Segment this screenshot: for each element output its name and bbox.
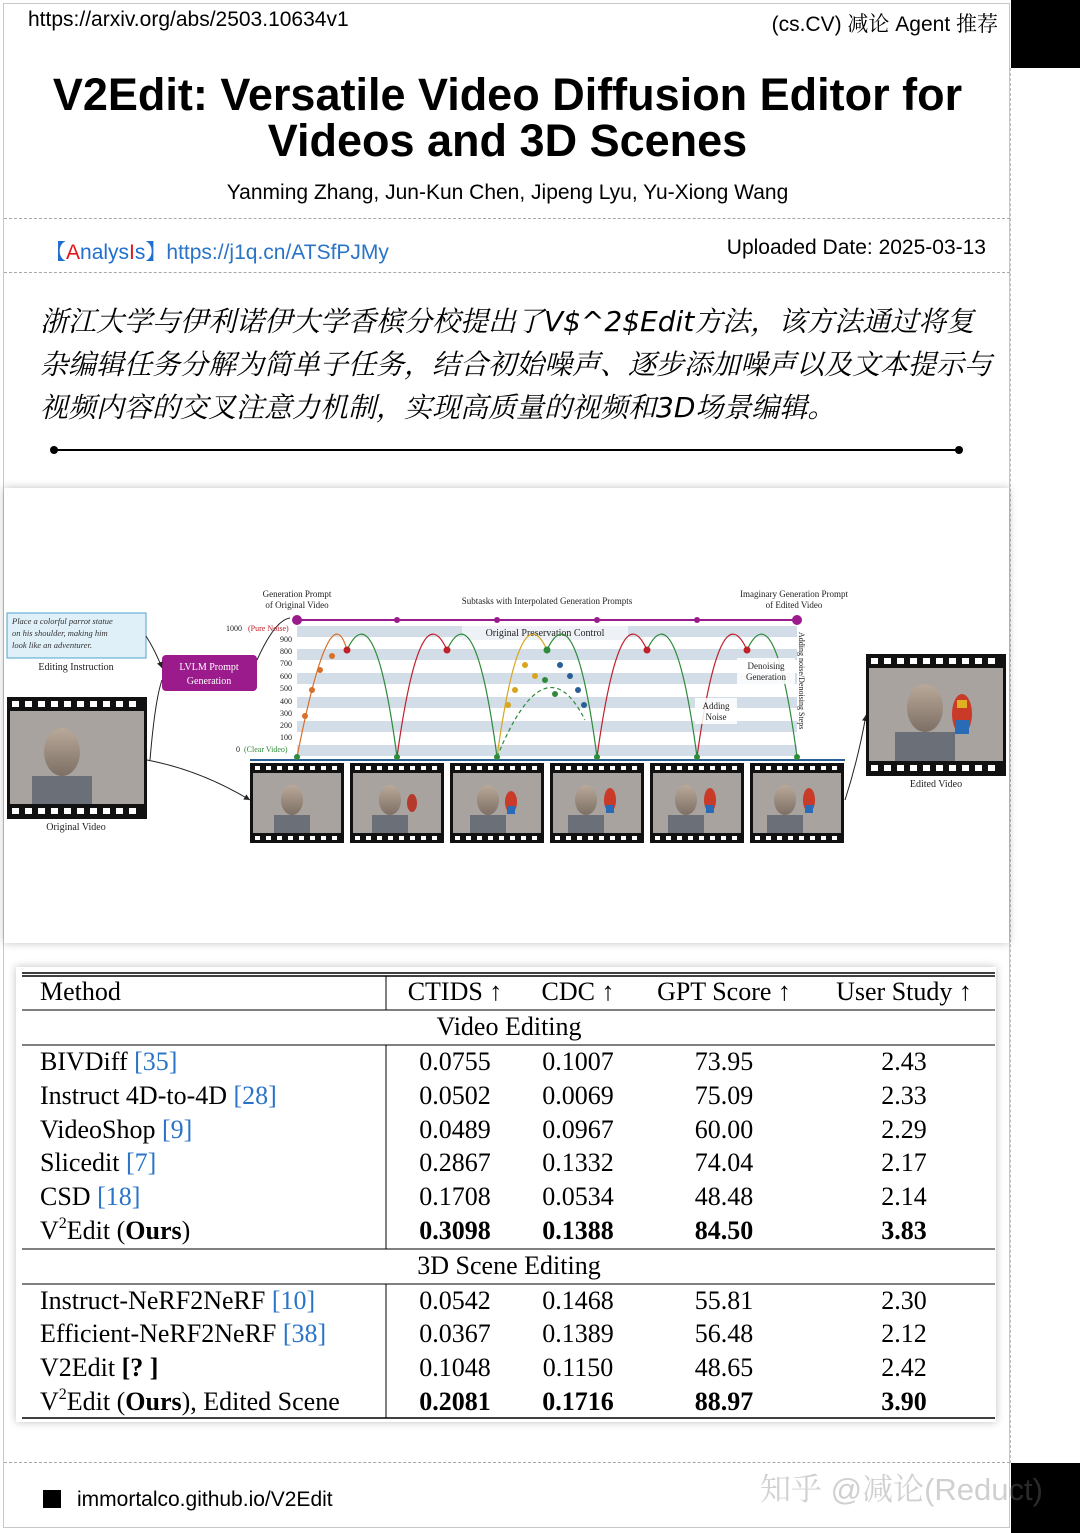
subtasks-label: Subtasks with Interpolated Generation Prompts xyxy=(461,596,633,606)
side-axis-label: Adding noise/Denoising Steps xyxy=(797,632,806,730)
edited-video-film xyxy=(866,654,1006,776)
header-gpt-score: GPT Score ↑ xyxy=(657,977,791,1006)
analysis-link-row[interactable] xyxy=(45,236,389,266)
lvlm-line-2: Generation xyxy=(186,676,232,687)
gpt-score-value: 88.97 xyxy=(694,1387,754,1416)
lvlm-line-1: LVLM Prompt xyxy=(179,662,239,673)
divider-bottom xyxy=(4,1462,1010,1463)
cdc-value: 0.1389 xyxy=(542,1319,614,1348)
cdc-value: 0.0967 xyxy=(542,1115,614,1144)
arxiv-url[interactable]: https://arxiv.org/abs/2503.10634v1 xyxy=(28,8,349,31)
y-tick-400: 400 xyxy=(280,697,292,706)
gpt-score-value: 56.48 xyxy=(694,1319,754,1348)
chinese-summary: 浙江大学与伊利诺伊大学香槟分校提出了V$^2$Edit方法，该方法通过将复杂编辑任务分解为简单子任务，结合初始噪声、逐步添加噪声以及文本提示与视频内容的交叉注意力机制，实现高质量的视频和3D场景编辑。 xyxy=(40,305,993,424)
ctids-value: 0.0755 xyxy=(419,1047,491,1076)
ctids-value: 0.3098 xyxy=(419,1216,491,1245)
instruction-line-3: look like an adventurer. xyxy=(12,640,92,650)
cdc-value: 0.1716 xyxy=(542,1387,614,1416)
ours-close: ), Edited Scene xyxy=(181,1387,340,1416)
y-bottom-number: 0 xyxy=(236,745,240,754)
user-study-value: 2.29 xyxy=(881,1115,927,1144)
ctids-value: 0.0367 xyxy=(419,1319,491,1348)
citation-link: [7] xyxy=(125,1148,157,1177)
analysis-letter-i: I xyxy=(129,241,135,264)
scene-rows xyxy=(40,1286,927,1416)
analysis-letters: nalys xyxy=(80,241,130,264)
table-row xyxy=(40,1081,927,1110)
gen-prompt-orig-line-1: Generation Prompt xyxy=(262,589,332,599)
ours-v: V xyxy=(40,1216,59,1245)
svg-text:V2Edit (Ours) xyxy=(40,1215,190,1245)
frame-6 xyxy=(750,763,844,843)
preservation-label: Original Preservation Control xyxy=(485,628,605,639)
section-3d-scene-editing: 3D Scene Editing xyxy=(417,1251,601,1280)
method-name: Efficient-NeRF2NeRF xyxy=(40,1319,283,1348)
svg-text:Efficient-NeRF2NeRF [38] xyxy=(40,1319,326,1348)
user-study-value: 2.43 xyxy=(881,1047,927,1076)
user-study-value: 2.14 xyxy=(881,1182,927,1211)
paper-title xyxy=(10,69,1005,166)
analysis-letter-a: A xyxy=(66,241,81,264)
original-video-film xyxy=(7,697,147,819)
ours-sup: 2 xyxy=(58,1215,67,1232)
citation-link: [28] xyxy=(233,1081,277,1110)
y-tick-300: 300 xyxy=(280,709,292,718)
frame-4 xyxy=(550,763,644,843)
user-study-value: 2.12 xyxy=(881,1319,927,1348)
y-top-label: (Pure Noise) xyxy=(248,624,289,633)
y-bottom-label: (Clear Video) xyxy=(244,745,288,754)
ours-sup: 2 xyxy=(58,1386,67,1403)
svg-text:CSD [18] xyxy=(40,1182,140,1211)
ctids-value: 0.0542 xyxy=(419,1286,491,1315)
gpt-score-value: 74.04 xyxy=(694,1148,754,1177)
editing-instruction-box xyxy=(7,613,146,658)
citation-link: [? ] xyxy=(121,1353,159,1382)
ctids-value: 0.0502 xyxy=(419,1081,491,1110)
gpt-score-value: 75.09 xyxy=(694,1081,754,1110)
lvlm-prompt-generation-box xyxy=(162,655,257,691)
user-study-value: 3.90 xyxy=(881,1387,927,1416)
svg-text:BIVDiff [35] xyxy=(40,1047,177,1076)
user-study-value: 2.33 xyxy=(881,1081,927,1110)
gpt-score-value: 84.50 xyxy=(694,1216,754,1245)
y-top-number: 1000 xyxy=(226,624,242,633)
method-name: BIVDiff xyxy=(40,1047,135,1076)
ours-edit: Edit ( xyxy=(66,1387,126,1416)
adding-line-2: Noise xyxy=(705,712,727,722)
divider-dot-left xyxy=(50,446,58,454)
cdc-value: 0.1332 xyxy=(542,1148,614,1177)
cdc-value: 0.1388 xyxy=(542,1216,614,1245)
citation-link: [9] xyxy=(161,1115,193,1144)
denoising-line-1: Denoising xyxy=(747,661,785,671)
gen-prompt-orig-line-2: of Original Video xyxy=(265,600,329,610)
frame-5 xyxy=(650,763,744,843)
header-ctids: CTIDS ↑ xyxy=(407,977,503,1006)
divider-top xyxy=(4,218,1010,219)
user-study-value: 3.83 xyxy=(881,1216,927,1245)
citation-link: [10] xyxy=(271,1286,316,1315)
ours-bold: Ours xyxy=(125,1387,182,1416)
analysis-bracket-open: 【 xyxy=(45,241,66,264)
table-row-ours-video xyxy=(40,1215,927,1245)
table-row xyxy=(40,1319,927,1348)
ctids-value: 0.2867 xyxy=(419,1148,491,1177)
table-row xyxy=(40,1148,927,1177)
paper-authors: Yanming Zhang, Jun-Kun Chen, Jipeng Lyu, Yu-Xiong Wang xyxy=(226,181,789,204)
table-row xyxy=(40,1047,927,1076)
cdc-value: 0.0534 xyxy=(542,1182,614,1211)
divider-dot-right xyxy=(955,446,963,454)
y-tick-200: 200 xyxy=(280,721,292,730)
y-tick-700: 700 xyxy=(280,659,292,668)
method-name: Slicedit xyxy=(40,1148,126,1177)
user-study-value: 2.17 xyxy=(881,1148,927,1177)
method-name: VideoShop xyxy=(40,1115,162,1144)
svg-text:VideoShop [9] xyxy=(40,1115,192,1144)
divider-middle xyxy=(4,272,1010,273)
svg-text:V2Edit [? ] xyxy=(40,1353,158,1382)
corner-block-top xyxy=(1011,0,1080,68)
user-study-value: 2.30 xyxy=(881,1286,927,1315)
adding-line-1: Adding xyxy=(702,701,730,711)
ctids-value: 0.2081 xyxy=(419,1387,491,1416)
ctids-value: 0.1048 xyxy=(419,1353,491,1382)
cdc-value: 0.1150 xyxy=(542,1353,614,1382)
ours-bold: Ours xyxy=(125,1216,182,1245)
citation-link: [38] xyxy=(282,1319,327,1348)
ours-edit: Edit ( xyxy=(66,1216,126,1245)
frame-2 xyxy=(350,763,444,843)
cdc-value: 0.0069 xyxy=(542,1081,614,1110)
y-tick-500: 500 xyxy=(280,684,292,693)
header-method: Method xyxy=(40,977,121,1006)
method-figure xyxy=(4,488,1009,943)
frame-3 xyxy=(450,763,544,843)
cdc-value: 0.1468 xyxy=(542,1286,614,1315)
video-rows xyxy=(40,1047,927,1245)
ctids-value: 0.1708 xyxy=(419,1182,491,1211)
svg-text:Slicedit [7] xyxy=(40,1148,156,1177)
category-tag: (cs.CV) 减论 Agent 推荐 xyxy=(771,13,998,36)
user-study-value: 2.42 xyxy=(881,1353,927,1382)
gpt-score-value: 48.48 xyxy=(694,1182,754,1211)
citation-link: [18] xyxy=(97,1182,141,1211)
table-row-ours-scene xyxy=(40,1386,927,1416)
paper-title-line-2: Videos and 3D Scenes xyxy=(267,115,748,166)
method-name: Instruct-NeRF2NeRF xyxy=(40,1286,272,1315)
gpt-score-value: 73.95 xyxy=(694,1047,754,1076)
ours-v: V xyxy=(40,1387,59,1416)
arrow-frames-to-edited xyxy=(845,715,866,800)
y-tick-600: 600 xyxy=(280,672,292,681)
header-cdc: CDC ↑ xyxy=(541,977,615,1006)
svg-text:Instruct-NeRF2NeRF [10] xyxy=(40,1286,315,1315)
project-url[interactable]: immortalco.github.io/V2Edit xyxy=(77,1488,333,1511)
table-row xyxy=(40,1182,927,1211)
edited-video-label: Edited Video xyxy=(909,779,963,790)
table-row xyxy=(40,1286,927,1315)
header-user-study: User Study ↑ xyxy=(836,977,972,1006)
summary-divider xyxy=(54,449,958,451)
y-tick-900: 900 xyxy=(280,635,292,644)
svg-text:V2Edit (Ours), Edited Scene xyxy=(40,1386,340,1416)
table-row xyxy=(40,1115,927,1144)
imag-prompt-line-2: of Edited Video xyxy=(765,600,823,610)
method-name: CSD xyxy=(40,1182,98,1211)
svg-text:Instruct 4D-to-4D [28] xyxy=(40,1081,277,1110)
instruction-line-2: on his shoulder, making him xyxy=(12,628,108,638)
ours-close: ) xyxy=(181,1216,191,1245)
arrow-original-to-frames xyxy=(147,760,250,800)
gpt-score-value: 48.65 xyxy=(694,1353,754,1382)
watermark: 知乎 @减论(Reduct) xyxy=(760,1472,1043,1507)
frame-1 xyxy=(250,763,344,843)
original-video-label: Original Video xyxy=(46,822,106,833)
method-name: Instruct 4D-to-4D xyxy=(40,1081,234,1110)
method-name: V2Edit xyxy=(40,1353,122,1382)
gpt-score-value: 55.81 xyxy=(694,1286,754,1315)
y-tick-800: 800 xyxy=(280,647,292,656)
paper-title-line-1: V2Edit: Versatile Video Diffusion Editor for xyxy=(52,69,963,120)
section-video-editing: Video Editing xyxy=(436,1012,582,1041)
arrow-instruction-to-lvlm xyxy=(146,636,162,668)
imag-prompt-line-1: Imaginary Generation Prompt xyxy=(740,589,848,599)
arrow-video-to-lvlm xyxy=(150,680,162,760)
editing-instruction-label: Editing Instruction xyxy=(38,662,114,673)
analysis-letter-s: s xyxy=(134,241,146,264)
results-table xyxy=(16,967,996,1422)
gpt-score-value: 60.00 xyxy=(694,1115,754,1144)
table-row xyxy=(40,1353,927,1382)
ctids-value: 0.0489 xyxy=(419,1115,491,1144)
y-tick-100: 100 xyxy=(280,733,292,742)
instruction-line-1: Place a colorful parrot statue xyxy=(12,616,113,626)
citation-link: [35] xyxy=(134,1047,178,1076)
frame-strip xyxy=(250,763,844,843)
cdc-value: 0.1007 xyxy=(542,1047,614,1076)
right-margin-rule xyxy=(1010,68,1011,1463)
analysis-link[interactable]: https://j1q.cn/ATSfPJMy xyxy=(166,241,389,264)
analysis-bracket-close: 】 xyxy=(145,241,167,264)
denoising-line-2: Generation xyxy=(746,672,786,682)
table-header-row xyxy=(40,977,972,1006)
footer-square-icon xyxy=(43,1490,61,1508)
uploaded-date: Uploaded Date: 2025-03-13 xyxy=(726,236,986,259)
